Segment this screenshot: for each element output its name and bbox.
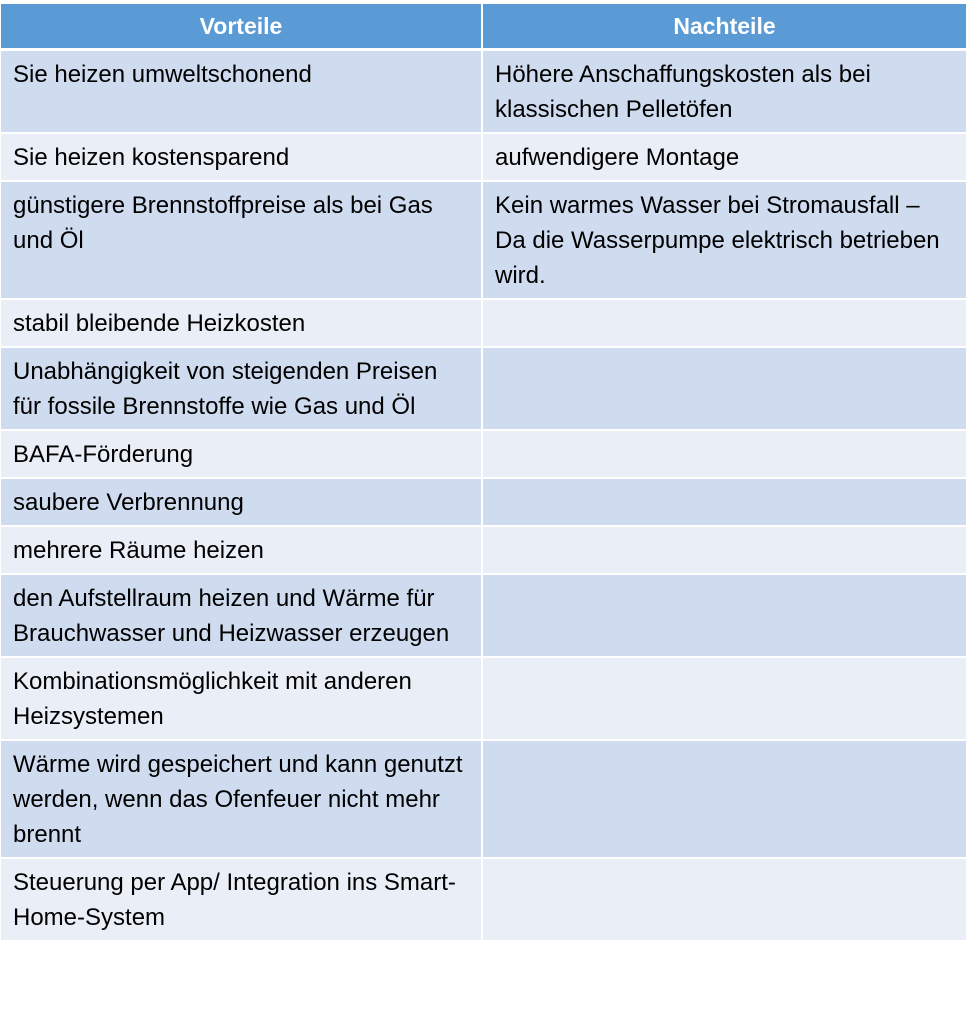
cell-vorteil: günstigere Brennstoffpreise als bei Gas und Öl [1, 181, 482, 299]
table-row [1, 347, 966, 430]
cell-vorteil: stabil bleibende Heizkosten [1, 299, 482, 347]
table-row [1, 133, 966, 181]
table-row [1, 526, 966, 574]
cell-vorteil: Kombinationsmöglichkeit mit anderen Heizsystemen [1, 657, 482, 740]
cell-nachteil [482, 858, 966, 941]
cell-vorteil: Unabhängigkeit von steigenden Preisen für fossile Brennstoffe wie Gas und Öl [1, 347, 482, 430]
table-row [1, 478, 966, 526]
table-row [1, 740, 966, 858]
cell-vorteil: den Aufstellraum heizen und Wärme für Brauchwasser und Heizwasser erzeugen [1, 574, 482, 657]
cell-vorteil: Sie heizen umweltschonend [1, 50, 482, 134]
cell-nachteil [482, 740, 966, 858]
cell-nachteil [482, 574, 966, 657]
header-nachteile: Nachteile [482, 4, 966, 50]
pros-cons-table [1, 4, 966, 942]
cell-nachteil: Höhere Anschaffungskosten als bei klassischen Pelletöfen [482, 50, 966, 134]
cell-vorteil: mehrere Räume heizen [1, 526, 482, 574]
cell-nachteil: Kein warmes Wasser bei Stromausfall – Da die Wasserpumpe elektrisch betrieben wird. [482, 181, 966, 299]
cell-nachteil [482, 526, 966, 574]
cell-nachteil [482, 430, 966, 478]
cell-vorteil: Wärme wird gespeichert und kann genutzt werden, wenn das Ofenfeuer nicht mehr brennt [1, 740, 482, 858]
cell-vorteil: saubere Verbrennung [1, 478, 482, 526]
table-row [1, 299, 966, 347]
cell-vorteil: Steuerung per App/ Integration ins Smart-Home-System [1, 858, 482, 941]
cell-nachteil [482, 657, 966, 740]
cell-nachteil [482, 347, 966, 430]
table-header-row [1, 4, 966, 50]
cell-vorteil: BAFA-Förderung [1, 430, 482, 478]
table-row [1, 858, 966, 941]
cell-vorteil: Sie heizen kostensparend [1, 133, 482, 181]
table-row [1, 430, 966, 478]
cell-nachteil [482, 299, 966, 347]
table-row [1, 50, 966, 134]
cell-nachteil [482, 478, 966, 526]
header-vorteile: Vorteile [1, 4, 482, 50]
cell-nachteil: aufwendigere Montage [482, 133, 966, 181]
table-row [1, 657, 966, 740]
table-row [1, 574, 966, 657]
table-row [1, 181, 966, 299]
